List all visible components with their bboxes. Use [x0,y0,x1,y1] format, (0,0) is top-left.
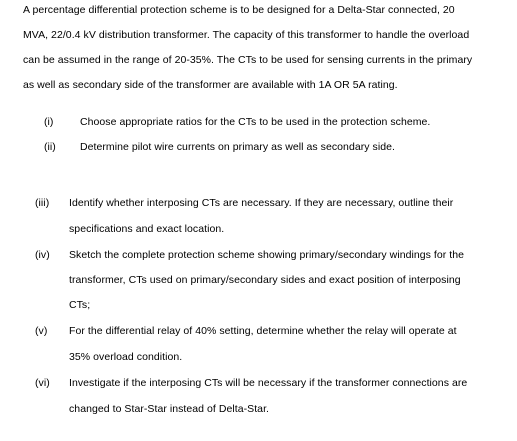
item-number: (v) [35,325,48,337]
item-text: Investigate if the interposing CTs will be necessary if the transformer connections are [69,377,468,389]
item-number: (iii) [35,197,50,209]
intro-line: A percentage differential protection scheme is to be designed for a Delta-Star connected, 20 [23,4,455,16]
item-number: (i) [44,116,54,128]
intro-line: can be assumed in the range of 20-35%. The CTs to be used for sensing currents in the primary [23,54,473,66]
item-text: CTs; [69,299,91,311]
item-text: For the differential relay of 40% setting, determine whether the relay will operate at [69,325,457,337]
item-text: transformer, CTs used on primary/secondary sides and exact position of interposing [69,274,461,286]
item-text: specifications and exact location. [69,223,225,235]
item-text: 35% overload condition. [69,351,183,363]
item-text: Identify whether interposing CTs are necessary. If they are necessary, outline their [69,197,454,209]
item-text: Choose appropriate ratios for the CTs to be used in the protection scheme. [80,116,431,128]
item-text: Sketch the complete protection scheme showing primary/secondary windings for the [69,249,465,261]
item-number: (ii) [44,141,56,153]
item-text: changed to Star-Star instead of Delta-Star. [69,403,270,415]
item-text: Determine pilot wire currents on primary as well as secondary side. [80,141,395,153]
item-number: (vi) [35,377,50,389]
intro-line: MVA, 22/0.4 kV distribution transformer. The capacity of this transformer to handle the overload [23,29,470,41]
item-number: (iv) [35,249,50,261]
intro-line: as well as secondary side of the transformer are available with 1A OR 5A rating. [23,79,398,91]
